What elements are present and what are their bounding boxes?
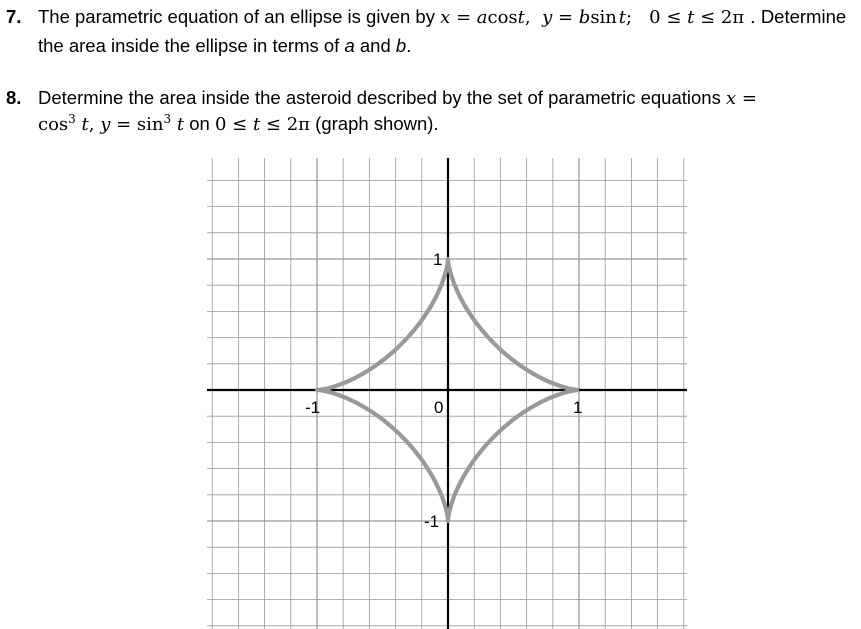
y-tick-label: -1 xyxy=(424,512,440,531)
x-tick-label: 0 xyxy=(434,398,444,417)
problem-8-equation: $\cos^3 t$, $y = \sin^3 t$ xyxy=(38,112,185,135)
problem-8-text: Determine the area inside the asteroid described by the set of parametric equations xyxy=(38,87,721,108)
problem-7-line-1 xyxy=(38,3,846,32)
problem-7-number: 7. xyxy=(6,6,22,27)
var-b: b xyxy=(395,35,407,56)
problem-7-line-2: the area inside the ellipse in terms of a and b. xyxy=(38,35,412,56)
x-tick-label: 1 xyxy=(573,398,583,417)
problem-8-line-1: Determine the area inside the asteroid described by the set of parametric equations x = xyxy=(38,87,757,109)
problem-7-text: The parametric equation of an ellipse is given by xyxy=(38,6,435,27)
problem-7-determine: Determine xyxy=(760,6,847,27)
problem-8-line-2: $\cos^3 t$, $y = \sin^3 t$ on 0 ≤ t ≤ 2π (graph shown). xyxy=(38,112,439,135)
y-tick-label: 1 xyxy=(433,250,443,269)
x-tick-label: -1 xyxy=(305,398,321,417)
axes xyxy=(207,158,687,629)
astroid-graph xyxy=(207,158,687,629)
problem-8-number: 8. xyxy=(6,87,22,108)
var-a: a xyxy=(344,35,355,56)
problem-7-equation: x = acost, y = bsin t; 0 ≤ t ≤ 2π . xyxy=(440,7,756,28)
astroid-graph-svg xyxy=(207,158,687,629)
